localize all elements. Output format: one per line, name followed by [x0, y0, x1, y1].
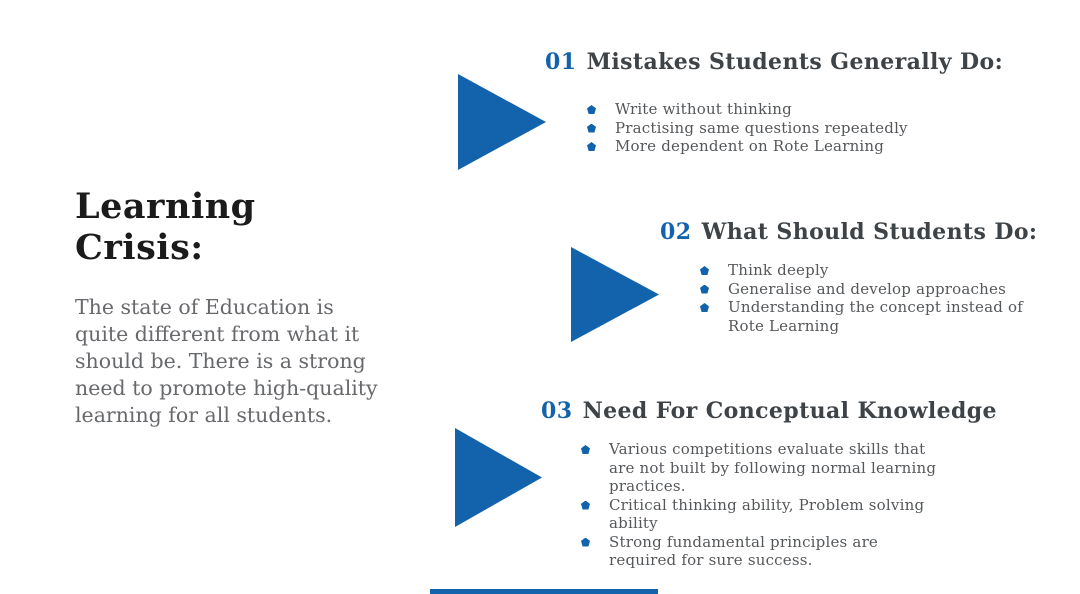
- list-item: [587, 137, 908, 156]
- list-item: [581, 440, 943, 496]
- list-item: [700, 298, 1062, 335]
- section-1-heading: Mistakes Students Generally Do:: [586, 49, 1004, 75]
- pentagon-bullet-icon: [581, 538, 590, 547]
- bullet-text: Critical thinking ability, Problem solving ability: [609, 495, 925, 532]
- intro-description: The state of Education is quite different from what it should be. There is a strong need to promote high-quality learning for all students.: [75, 295, 378, 427]
- right-triangle-icon: [458, 74, 546, 170]
- bullet-text: More dependent on Rote Learning: [615, 137, 885, 155]
- section-2-number: 02: [660, 219, 692, 245]
- list-item: [700, 280, 1062, 299]
- pentagon-bullet-icon: [587, 124, 596, 133]
- bottom-accent-bar: [430, 589, 658, 594]
- section-3-bullet-list: [581, 440, 943, 570]
- pentagon-bullet-icon: [581, 501, 590, 510]
- bullet-text: Various competitions evaluate skills that are not built by following normal learning practices.: [609, 440, 937, 495]
- page-title: Learning Crisis:: [75, 186, 256, 268]
- pentagon-bullet-icon: [581, 445, 590, 454]
- right-triangle-icon: [455, 428, 542, 527]
- bullet-text: Generalise and develop approaches: [728, 279, 1006, 298]
- bullet-text: Understanding the concept instead of Rote Learning: [728, 298, 1023, 335]
- pentagon-bullet-icon: [587, 142, 596, 151]
- list-item: [700, 261, 1062, 280]
- list-item: [581, 496, 943, 533]
- pentagon-bullet-icon: [587, 105, 596, 114]
- list-item: [587, 119, 908, 138]
- section-2-bullet-list: [700, 261, 1062, 335]
- intro-block: [75, 186, 387, 429]
- pentagon-bullet-icon: [700, 303, 709, 312]
- section-1-number: 01: [545, 49, 577, 75]
- bullet-text: Write without thinking: [615, 100, 792, 118]
- list-item: [587, 100, 908, 119]
- section-2-heading: What Should Students Do:: [701, 219, 1038, 245]
- pentagon-bullet-icon: [700, 266, 709, 275]
- list-item: [581, 533, 943, 570]
- pentagon-bullet-icon: [700, 285, 709, 294]
- section-3-header: [541, 398, 997, 424]
- bullet-text: Think deeply: [728, 261, 829, 279]
- section-3-heading: Need For Conceptual Knowledge: [582, 398, 997, 424]
- right-triangle-icon: [571, 247, 659, 342]
- section-1-header: [545, 49, 1003, 75]
- bullet-text: Practising same questions repeatedly: [615, 118, 908, 137]
- bullet-text: Strong fundamental principles are required for sure success.: [609, 532, 879, 569]
- section-3-number: 03: [541, 398, 573, 424]
- section-1-bullet-list: [587, 100, 908, 156]
- section-2-header: [660, 219, 1037, 245]
